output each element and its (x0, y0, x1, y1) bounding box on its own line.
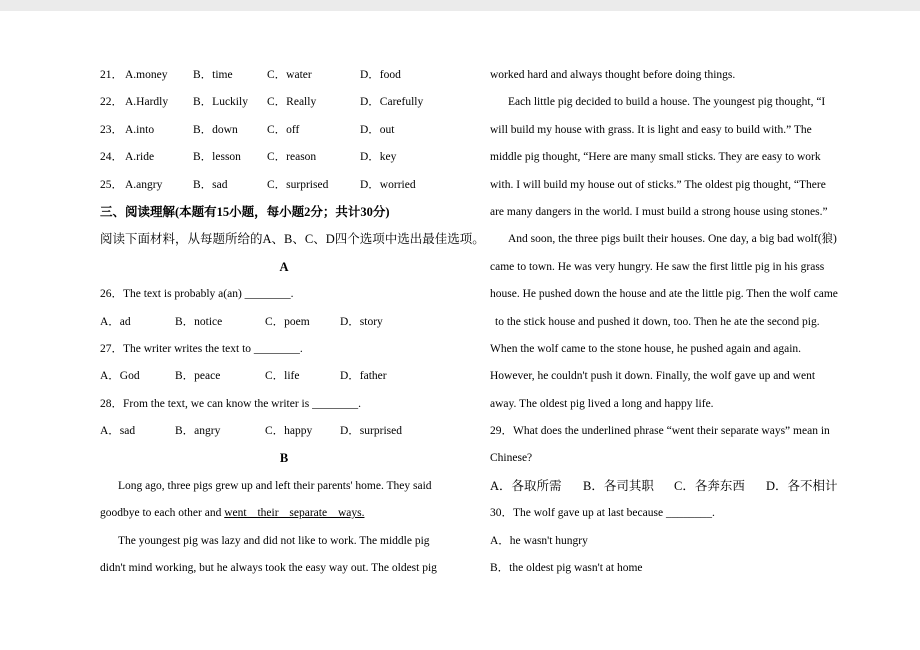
q25-option-a: A.angry (125, 178, 163, 191)
q26-option-c: C．poem (265, 315, 310, 328)
passage-b-line-14: to the stick house and pushed it down, too. Then he ate the second pig. (495, 315, 820, 328)
q27-option-c: C．life (265, 370, 300, 383)
passage-b-line-2 (100, 500, 468, 527)
q29-option-c: C．各奔东西 (674, 478, 745, 493)
underlined-phrase: went their separate ways. (224, 507, 365, 520)
q28-stem: 28．From the text, we can know the writer is ________. (100, 397, 361, 410)
q27-option-a: A．God (100, 370, 140, 383)
cloze-q24-row (100, 144, 468, 171)
q30-option-b: B．the oldest pig wasn't at home (490, 562, 643, 575)
q24-option-b: B．lesson (193, 151, 241, 164)
passage-a-label: A (279, 259, 289, 274)
q29-stem-line-2: Chinese? (490, 452, 533, 465)
q22-option-c: C．Really (267, 96, 317, 109)
q22-number: 22． (100, 96, 123, 109)
q27-option-b: B．peace (175, 370, 221, 383)
q29-option-b: B．各司其职 (583, 478, 654, 493)
q29-option-a: A．各取所需 (490, 478, 562, 493)
passage-b-line-1: Long ago, three pigs grew up and left their parents' home. They said (118, 479, 432, 492)
q29-option-d: D．各不相计 (766, 478, 838, 493)
q30-option-a: A．he wasn't hungry (490, 534, 588, 547)
passage-b-line-10: are many dangers in the world. I must build a strong house using stones.” (490, 205, 828, 218)
q26-stem: 26．The text is probably a(an) ________. (100, 288, 294, 301)
passage-b-line-2-text: goodbye to each other and (100, 507, 225, 520)
q30-stem: 30．The wolf gave up at last because ________. (490, 507, 715, 520)
cloze-q23-row (100, 117, 468, 144)
passage-b-line-6: Each little pig decided to build a house. The youngest pig thought, “I (508, 96, 826, 109)
q27-stem: 27．The writer writes the text to ________. (100, 342, 303, 355)
q29-stem-line-1: 29．What does the underlined phrase “went their separate ways” mean in (490, 425, 830, 438)
passage-b-line-13: house. He pushed down the house and ate the little pig. Then the wolf came (490, 288, 838, 301)
q24-option-a: A.ride (125, 151, 155, 164)
q21-option-b: B．time (193, 69, 233, 81)
passage-b-line-4: didn't mind working, but he always took the easy way out. The oldest pig (100, 562, 437, 575)
q25-option-b: B．sad (193, 178, 228, 191)
q28-option-c: C．happy (265, 425, 313, 438)
q25-option-c: C．surprised (267, 178, 329, 191)
page-top-edge (0, 0, 920, 11)
q22-option-a: A.Hardly (125, 96, 169, 109)
q24-option-c: C．reason (267, 151, 317, 164)
passage-b-label: B (279, 451, 289, 466)
q26-option-b: B．notice (175, 315, 223, 328)
passage-b-line-5: worked hard and always thought before doing things. (490, 69, 736, 81)
passage-b-line-3: The youngest pig was lazy and did not like to work. The middle pig (118, 534, 430, 547)
q23-option-c: C．off (267, 123, 300, 136)
q25-number: 25． (100, 178, 123, 191)
q28-option-b: B．angry (175, 425, 221, 438)
passage-b-line-16: However, he couldn't push it down. Finally, the wolf gave up and went (490, 370, 816, 383)
passage-b-line-11: And soon, the three pigs built their houses. One day, a big bad wolf(狼) (508, 233, 837, 246)
q23-option-b: B．down (193, 123, 238, 136)
left-column (100, 62, 485, 582)
q28-options-row (100, 418, 468, 445)
q21-number: 21． (100, 69, 123, 81)
passage-b-line-9: with. I will build my house out of sticks.” The oldest pig thought, “There (490, 178, 826, 191)
q28-option-d: D．surprised (340, 425, 402, 438)
q26-options-row (100, 309, 468, 336)
q24-number: 24． (100, 151, 123, 164)
q27-options-row (100, 363, 468, 390)
passage-b-line-7: will build my house with grass. It is light and easy to build with.” The (490, 123, 812, 136)
section-title: 三、阅读理解(本题有15小题，每小题2分；共计30分) (100, 204, 390, 219)
section-instructions: 阅读下面材料，从每题所给的A、B、C、D四个选项中选出最佳选项。 (100, 232, 485, 247)
passage-b-line-12: came to town. He was very hungry. He saw the first little pig in his grass (490, 260, 825, 273)
q23-number: 23． (100, 123, 123, 136)
q25-option-d: D．worried (360, 178, 416, 191)
q23-option-a: A.into (125, 123, 155, 136)
q29-options-row (490, 473, 862, 500)
q22-option-b: B．Luckily (193, 96, 248, 109)
cloze-q21-row (100, 62, 468, 89)
q23-option-d: D．out (360, 123, 395, 136)
q28-option-a: A．sad (100, 425, 136, 438)
q24-option-d: D．key (360, 151, 397, 164)
q26-option-a: A．ad (100, 315, 131, 328)
passage-b-line-15: When the wolf came to the stone house, he pushed again and again. (490, 342, 802, 355)
passage-b-line-8: middle pig thought, “Here are many small sticks. They are easy to work (490, 151, 821, 164)
passage-b-line-17: away. The oldest pig lived a long and happy life. (490, 397, 714, 410)
q27-option-d: D．father (340, 370, 387, 383)
q26-option-d: D．story (340, 315, 383, 328)
q21-option-d: D．food (360, 69, 401, 81)
cloze-q22-row (100, 89, 468, 116)
q21-option-c: C．water (267, 69, 312, 81)
q21-option-a: A.money (125, 69, 168, 81)
q22-option-d: D．Carefully (360, 96, 424, 109)
right-column (490, 62, 862, 582)
cloze-q25-row (100, 172, 468, 199)
